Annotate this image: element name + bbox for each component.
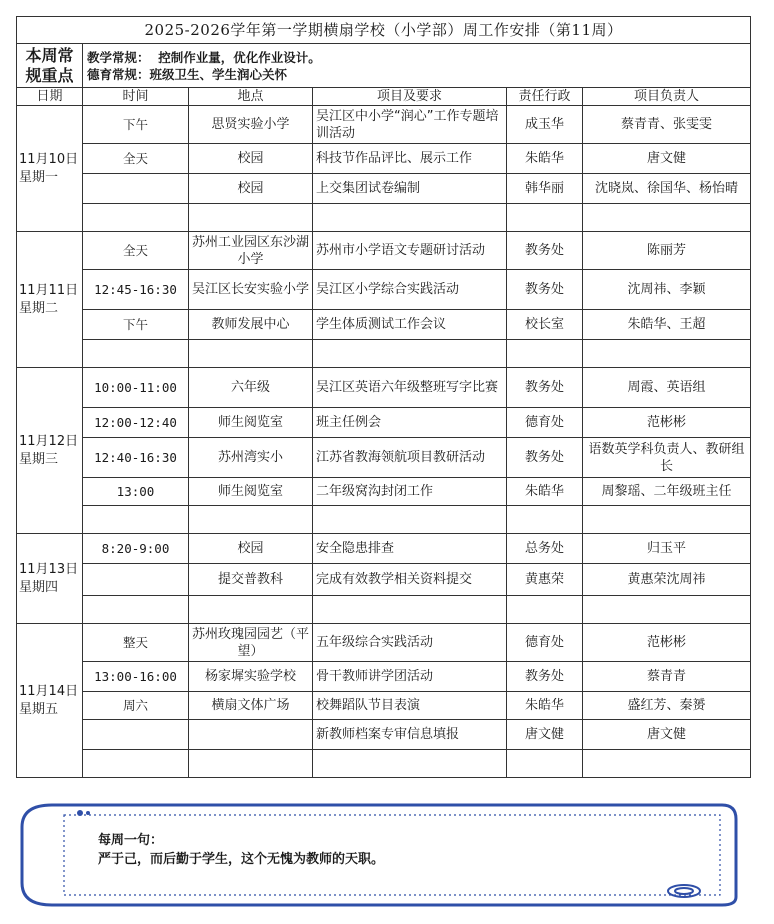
owner-cell: 唐文健 <box>583 144 751 174</box>
day-weekday: 星期五 <box>19 701 59 717</box>
day-date: 11月14日 <box>19 683 79 699</box>
day-weekday: 星期四 <box>19 579 59 595</box>
item-cell: 完成有效教学相关资料提交 <box>313 564 507 596</box>
dept-cell: 总务处 <box>507 534 583 564</box>
time-cell <box>83 750 189 778</box>
item-cell <box>313 506 507 534</box>
header-item: 项目及要求 <box>313 88 507 106</box>
dept-cell: 教务处 <box>507 438 583 478</box>
item-cell: 安全隐患排查 <box>313 534 507 564</box>
header-owner: 项目负责人 <box>583 88 751 106</box>
place-cell: 校园 <box>189 534 313 564</box>
day-weekday: 星期一 <box>19 169 59 185</box>
owner-cell: 沈晓岚、徐国华、杨怡晴 <box>583 174 751 204</box>
dept-cell: 成玉华 <box>507 106 583 144</box>
schedule-row <box>17 478 751 506</box>
owner-cell <box>583 506 751 534</box>
time-cell <box>83 564 189 596</box>
quote-text: 严于己，而后勤于学生，这个无愧为教师的天职。 <box>98 852 385 867</box>
weekly-quote <box>98 831 384 869</box>
day-cell <box>17 232 83 368</box>
place-cell: 六年级 <box>189 368 313 408</box>
dept-cell <box>507 596 583 624</box>
header-row <box>17 88 751 106</box>
schedule-row <box>17 144 751 174</box>
time-cell: 全天 <box>83 144 189 174</box>
item-cell: 骨干教师讲学团活动 <box>313 662 507 692</box>
place-cell: 横扇文体广场 <box>189 692 313 720</box>
time-cell: 13:00-16:00 <box>83 662 189 692</box>
owner-cell: 归玉平 <box>583 534 751 564</box>
owner-cell: 黄惠荣沈周祎 <box>583 564 751 596</box>
dept-cell: 朱皓华 <box>507 478 583 506</box>
place-cell <box>189 750 313 778</box>
owner-cell: 陈丽芳 <box>583 232 751 270</box>
dept-cell <box>507 750 583 778</box>
schedule-row <box>17 596 751 624</box>
time-cell: 下午 <box>83 310 189 340</box>
owner-cell: 沈周祎、李颖 <box>583 270 751 310</box>
schedule-row <box>17 174 751 204</box>
header-time: 时间 <box>83 88 189 106</box>
dept-cell: 德育处 <box>507 624 583 662</box>
day-cell <box>17 624 83 778</box>
schedule-title: 2025-2026学年第一学期横扇学校（小学部）周工作安排（第11周） <box>17 17 751 44</box>
owner-cell <box>583 340 751 368</box>
frame-ornament-top-left <box>77 810 90 816</box>
schedule-row <box>17 624 751 662</box>
schedule-row <box>17 720 751 750</box>
dept-cell: 韩华丽 <box>507 174 583 204</box>
header-dept: 责任行政 <box>507 88 583 106</box>
time-cell: 10:00-11:00 <box>83 368 189 408</box>
time-cell <box>83 174 189 204</box>
place-cell: 教师发展中心 <box>189 310 313 340</box>
schedule-row <box>17 310 751 340</box>
dept-cell: 教务处 <box>507 270 583 310</box>
owner-cell: 朱皓华、王超 <box>583 310 751 340</box>
moral-routine-label: 德育常规： <box>87 66 150 82</box>
item-cell: 新教师档案专审信息填报 <box>313 720 507 750</box>
item-cell: 苏州市小学语文专题研讨活动 <box>313 232 507 270</box>
owner-cell: 蔡青青 <box>583 662 751 692</box>
teaching-routine <box>87 49 748 66</box>
place-cell: 提交普教科 <box>189 564 313 596</box>
owner-cell: 周黎瑶、二年级班主任 <box>583 478 751 506</box>
schedule-row <box>17 692 751 720</box>
dept-cell: 唐文健 <box>507 720 583 750</box>
place-cell <box>189 506 313 534</box>
item-cell: 校舞蹈队节目表演 <box>313 692 507 720</box>
time-cell <box>83 720 189 750</box>
weekly-focus-label: 本周常规重点 <box>17 44 83 88</box>
day-date: 11月10日 <box>19 151 79 167</box>
item-cell: 吴江区中小学“润心”工作专题培训活动 <box>313 106 507 144</box>
day-date: 11月12日 <box>19 433 79 449</box>
owner-cell: 蔡青青、张雯雯 <box>583 106 751 144</box>
item-cell: 五年级综合实践活动 <box>313 624 507 662</box>
schedule-row <box>17 204 751 232</box>
day-cell <box>17 368 83 534</box>
item-cell <box>313 596 507 624</box>
teaching-routine-text: 控制作业量，优化作业设计。 <box>158 49 321 65</box>
header-date: 日期 <box>17 88 83 106</box>
item-cell: 二年级窝沟封闭工作 <box>313 478 507 506</box>
time-cell <box>83 204 189 232</box>
owner-cell <box>583 596 751 624</box>
owner-cell: 盛红芳、秦赟 <box>583 692 751 720</box>
time-cell: 整天 <box>83 624 189 662</box>
place-cell: 校园 <box>189 174 313 204</box>
item-cell: 吴江区英语六年级整班写字比赛 <box>313 368 507 408</box>
time-cell: 周六 <box>83 692 189 720</box>
schedule-row <box>17 438 751 478</box>
item-cell <box>313 750 507 778</box>
time-cell: 12:45-16:30 <box>83 270 189 310</box>
place-cell: 苏州工业园区东沙湖小学 <box>189 232 313 270</box>
schedule-row <box>17 564 751 596</box>
schedule-row <box>17 408 751 438</box>
day-cell <box>17 534 83 624</box>
place-cell: 吴江区长安实验小学 <box>189 270 313 310</box>
schedule-row <box>17 534 751 564</box>
item-cell <box>313 204 507 232</box>
place-cell: 杨家墀实验学校 <box>189 662 313 692</box>
dept-cell <box>507 506 583 534</box>
item-cell <box>313 340 507 368</box>
dept-cell: 朱皓华 <box>507 692 583 720</box>
time-cell: 12:00-12:40 <box>83 408 189 438</box>
place-cell: 苏州玫瑰园园艺（平望） <box>189 624 313 662</box>
weekly-schedule-sheet <box>16 16 750 778</box>
weekly-quote-frame <box>18 801 756 909</box>
teaching-routine-label: 教学常规： <box>87 49 150 65</box>
place-cell <box>189 340 313 368</box>
place-cell: 苏州湾实小 <box>189 438 313 478</box>
schedule-row <box>17 368 751 408</box>
dept-cell: 教务处 <box>507 368 583 408</box>
place-cell <box>189 204 313 232</box>
schedule-row <box>17 340 751 368</box>
time-cell <box>83 340 189 368</box>
place-cell: 师生阅览室 <box>189 408 313 438</box>
place-cell <box>189 596 313 624</box>
weekly-focus-text <box>83 44 751 88</box>
schedule-row <box>17 106 751 144</box>
dept-cell <box>507 204 583 232</box>
time-cell: 下午 <box>83 106 189 144</box>
time-cell: 全天 <box>83 232 189 270</box>
dept-cell: 德育处 <box>507 408 583 438</box>
dept-cell: 黄惠荣 <box>507 564 583 596</box>
item-cell: 班主任例会 <box>313 408 507 438</box>
time-cell <box>83 506 189 534</box>
header-place: 地点 <box>189 88 313 106</box>
item-cell: 科技节作品评比、展示工作 <box>313 144 507 174</box>
owner-cell: 范彬彬 <box>583 624 751 662</box>
quote-heading: 每周一句： <box>98 833 164 848</box>
dept-cell: 教务处 <box>507 232 583 270</box>
schedule-row <box>17 506 751 534</box>
owner-cell: 语数英学科负责人、教研组长 <box>583 438 751 478</box>
schedule-row <box>17 270 751 310</box>
time-cell: 12:40-16:30 <box>83 438 189 478</box>
dept-cell: 校长室 <box>507 310 583 340</box>
day-weekday: 星期三 <box>19 451 59 467</box>
item-cell: 江苏省教海领航项目教研活动 <box>313 438 507 478</box>
time-cell: 8:20-9:00 <box>83 534 189 564</box>
owner-cell <box>583 204 751 232</box>
time-cell <box>83 596 189 624</box>
item-cell: 学生体质测试工作会议 <box>313 310 507 340</box>
place-cell: 校园 <box>189 144 313 174</box>
schedule-row <box>17 232 751 270</box>
dept-cell: 朱皓华 <box>507 144 583 174</box>
item-cell: 吴江区小学综合实践活动 <box>313 270 507 310</box>
place-cell: 师生阅览室 <box>189 478 313 506</box>
moral-routine-text: 班级卫生、学生润心关怀 <box>149 66 288 82</box>
dept-cell <box>507 340 583 368</box>
day-cell <box>17 106 83 232</box>
schedule-row <box>17 662 751 692</box>
item-cell: 上交集团试卷编制 <box>313 174 507 204</box>
owner-cell: 范彬彬 <box>583 408 751 438</box>
moral-routine <box>87 66 748 83</box>
owner-cell <box>583 750 751 778</box>
dept-cell: 教务处 <box>507 662 583 692</box>
place-cell: 思贤实验小学 <box>189 106 313 144</box>
owner-cell: 周霞、英语组 <box>583 368 751 408</box>
owner-cell: 唐文健 <box>583 720 751 750</box>
day-weekday: 星期二 <box>19 300 59 316</box>
schedule-table <box>16 16 751 778</box>
day-date: 11月11日 <box>19 282 79 298</box>
day-date: 11月13日 <box>19 561 79 577</box>
time-cell: 13:00 <box>83 478 189 506</box>
place-cell <box>189 720 313 750</box>
schedule-row <box>17 750 751 778</box>
